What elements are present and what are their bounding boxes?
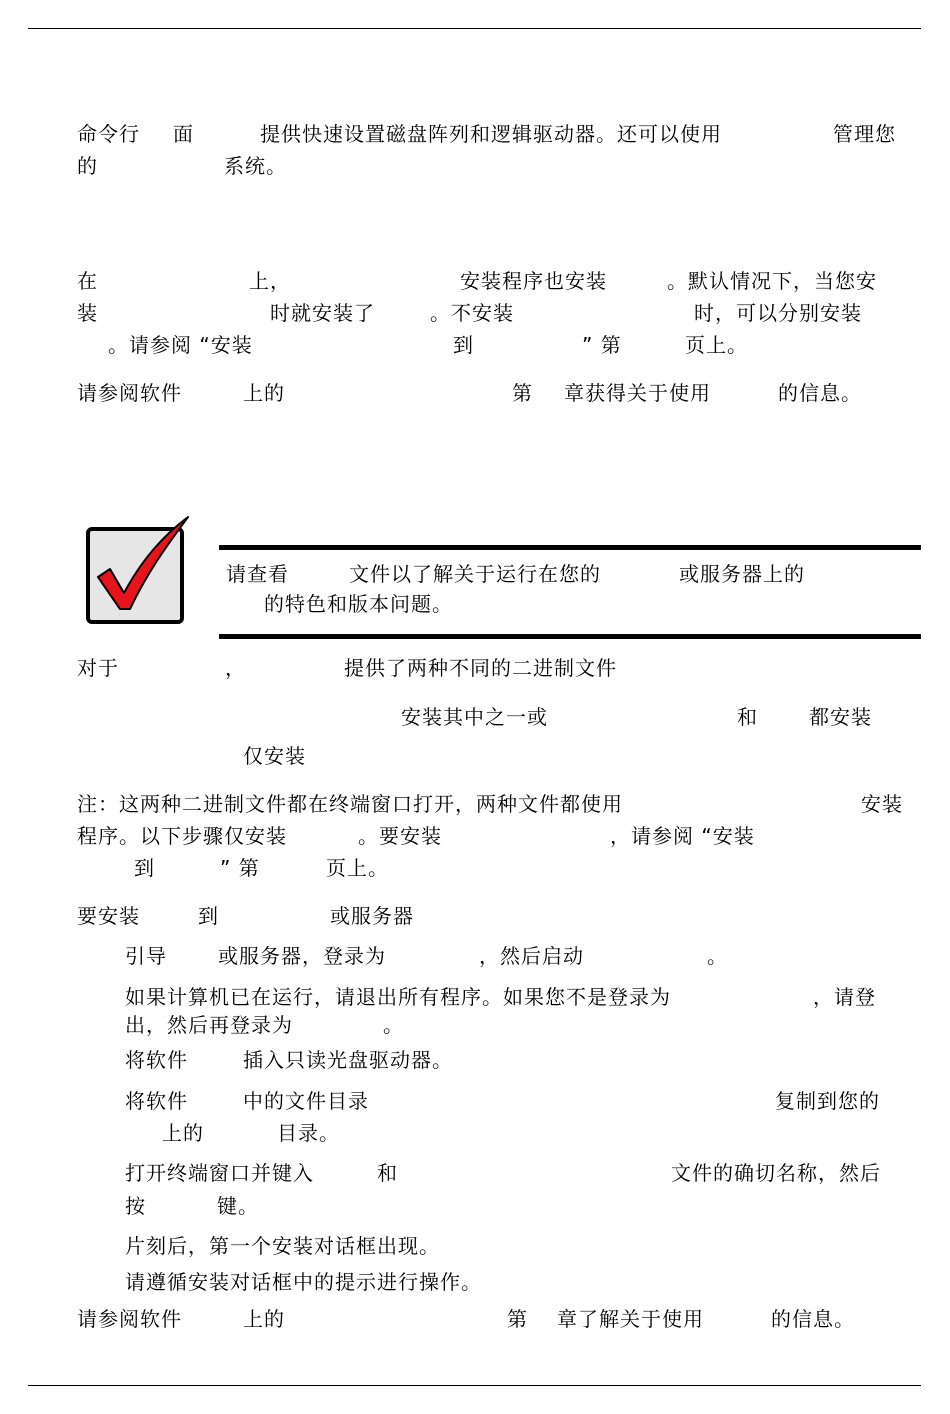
note-text: 或服务器上的 [679, 562, 805, 586]
note-text: 文件以了解关于运行在您的 [349, 562, 601, 586]
binaries-text: ， [225, 656, 246, 680]
manual-ref-text: 请参阅软件 [77, 1307, 182, 1331]
install-text: 到 [453, 333, 474, 357]
binaries-option-text: 安装其中之一或 [401, 705, 548, 729]
note-text: 的特色和版本问题。 [264, 592, 453, 616]
manual-ref-text: 请参阅软件 [77, 381, 182, 405]
intro-text: 命令行 [77, 122, 140, 146]
manual-ref-text: 第 [507, 1307, 528, 1331]
manual-ref-text: 上的 [243, 381, 285, 405]
manual-ref-text: 的信息。 [771, 1307, 855, 1331]
install-text: 在 [77, 269, 98, 293]
remark-text: 。要安装 [358, 824, 442, 848]
install-text: 。默认情况下，当您安 [667, 269, 877, 293]
intro-text: 提供快速设置磁盘阵列和逻辑驱动器。还可以使用 [260, 122, 722, 146]
binaries-text: 提供了两种不同的二进制文件 [344, 656, 617, 680]
step-5-text: 和 [377, 1161, 398, 1185]
step-5-text: 文件的确切名称，然后 [671, 1161, 881, 1185]
manual-ref-text: 章了解关于使用 [557, 1307, 704, 1331]
step-1-text: 引导 [125, 944, 167, 968]
step-7-text: 请遵循安装对话框中的提示进行操作。 [125, 1270, 482, 1294]
install-text: 上， [249, 269, 291, 293]
step-5-text: 键。 [217, 1194, 259, 1218]
step-4-text: 上的 [162, 1121, 204, 1145]
steps-heading: 到 [198, 904, 219, 928]
manual-ref-text: 第 [512, 381, 533, 405]
install-text: 时，可以分别安装 [694, 301, 862, 325]
note-bottom-rule [219, 634, 921, 639]
checkmark-icon [84, 515, 196, 627]
install-text: 页上。 [685, 333, 748, 357]
binaries-option-text: 仅安装 [243, 744, 306, 768]
footer-rule [28, 1385, 921, 1386]
step-4-text: 复制到您的 [775, 1089, 880, 1113]
step-3-text: 插入只读光盘驱动器。 [243, 1048, 453, 1072]
install-text: 。请参阅 “安装 [108, 333, 253, 357]
step-3-text: 将软件 [125, 1048, 188, 1072]
binaries-text: 对于 [77, 656, 119, 680]
steps-heading: 或服务器 [330, 904, 414, 928]
step-2-text: ，请登 [813, 985, 876, 1009]
header-rule [28, 28, 921, 29]
step-1-text: 。 [707, 944, 728, 968]
intro-text: 管理您 [833, 122, 896, 146]
remark-text: ” 第 [220, 856, 260, 880]
step-1-text: ，然后启动 [479, 944, 584, 968]
manual-ref-text: 章获得关于使用 [564, 381, 711, 405]
remark-text: 安装 [861, 792, 903, 816]
step-4-text: 将软件 [125, 1089, 188, 1113]
manual-ref-text: 上的 [243, 1307, 285, 1331]
install-text: 时就安装了 [270, 301, 375, 325]
steps-heading: 要安装 [77, 904, 140, 928]
remark-text: 程序。以下步骤仅安装 [77, 824, 287, 848]
install-text: ” 第 [582, 333, 622, 357]
remark-text: 页上。 [326, 856, 389, 880]
step-4-text: 目录。 [277, 1121, 340, 1145]
remark-text: ，请参阅 “安装 [610, 824, 755, 848]
step-4-text: 中的文件目录 [243, 1089, 369, 1113]
intro-text: 系统。 [224, 154, 287, 178]
step-1-text: 或服务器，登录为 [218, 944, 386, 968]
note-top-rule [219, 545, 921, 550]
install-text: 安装程序也安装 [460, 269, 607, 293]
step-5-text: 按 [125, 1194, 146, 1218]
install-text: 装 [77, 301, 98, 325]
step-2-text: 如果计算机已在运行，请退出所有程序。如果您不是登录为 [125, 985, 671, 1009]
step-2-text: 。 [383, 1013, 404, 1037]
step-5-text: 打开终端窗口并键入 [125, 1161, 314, 1185]
intro-text: 的 [77, 154, 98, 178]
manual-ref-text: 的信息。 [778, 381, 862, 405]
binaries-option-text: 都安装 [809, 705, 872, 729]
remark-text: 到 [134, 856, 155, 880]
remark-text: 注：这两种二进制文件都在终端窗口打开，两种文件都使用 [77, 792, 623, 816]
note-text: 请查看 [226, 562, 289, 586]
binaries-option-text: 和 [737, 705, 758, 729]
step-6-text: 片刻后，第一个安装对话框出现。 [125, 1234, 440, 1258]
install-text: 。不安装 [430, 301, 514, 325]
intro-text: 面 [173, 122, 194, 146]
step-2-text: 出，然后再登录为 [125, 1013, 293, 1037]
